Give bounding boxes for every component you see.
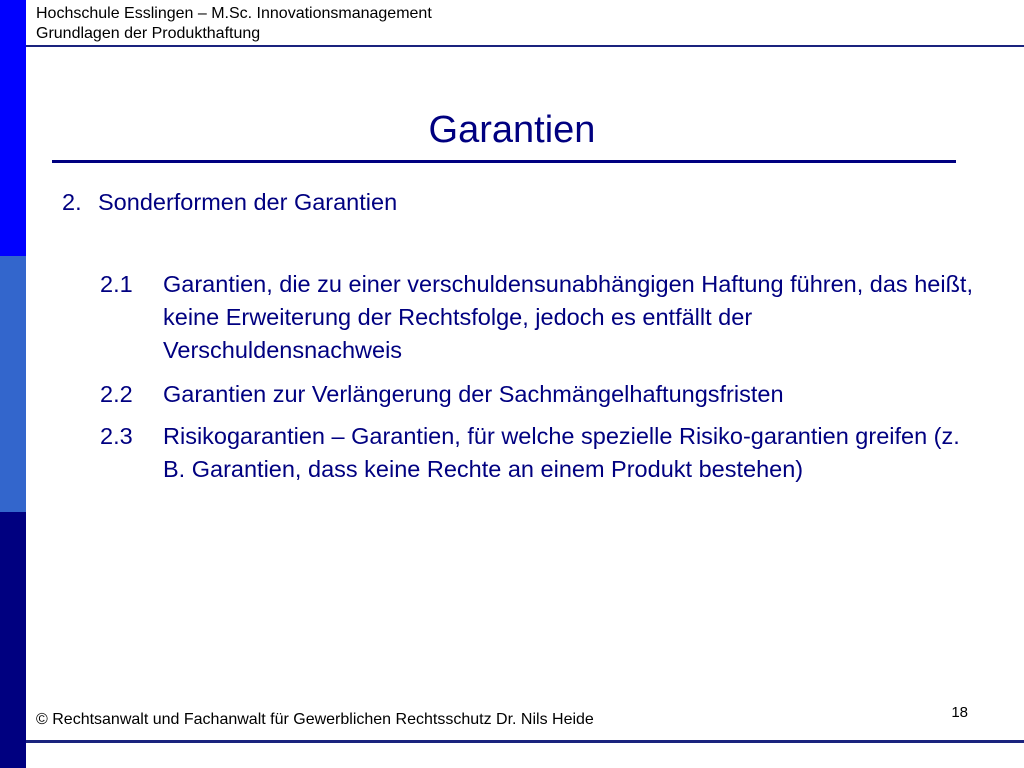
sidebar-decoration [0, 0, 26, 768]
title-underline [52, 160, 956, 163]
sidebar-segment-top [0, 0, 26, 256]
list-item [100, 268, 980, 367]
footer-copyright: © Rechtsanwalt und Fachanwalt für Gewerblichen Rechtsschutz Dr. Nils Heide [36, 711, 594, 728]
header-divider [26, 45, 1024, 47]
list-item-text: Garantien, die zu einer verschuldensunabhängigen Haftung führen, das heißt, keine Erweiterung der Rechtsfolge, jedoch es entfällt der Verschuldensnachweis [163, 271, 973, 363]
header-line-course: Grundlagen der Produkthaftung [36, 25, 261, 42]
list-item-text: Risikogarantien – Garantien, für welche spezielle Risiko-garantien greifen (z. B. Garantien, dass keine Rechte an einem Produkt bestehen) [163, 423, 960, 482]
list-item-number: 2.3 [100, 423, 133, 449]
section-heading [62, 186, 397, 219]
slide-header [36, 4, 432, 44]
list-item [100, 378, 980, 411]
list-item [100, 420, 980, 486]
sidebar-segment-middle [0, 256, 26, 512]
footer-divider [26, 740, 1024, 743]
page-number: 18 [951, 704, 968, 721]
sidebar-segment-bottom [0, 512, 26, 768]
list-item-number: 2.1 [100, 271, 133, 297]
header-line-institution: Hochschule Esslingen – M.Sc. Innovationsmanagement [36, 5, 432, 22]
list-item-text: Garantien zur Verlängerung der Sachmängelhaftungsfristen [163, 381, 784, 407]
section-heading-text: Sonderformen der Garantien [98, 189, 398, 215]
section-number: 2. [62, 189, 82, 215]
slide-title: Garantien [428, 109, 596, 151]
list-item-number: 2.2 [100, 381, 133, 407]
